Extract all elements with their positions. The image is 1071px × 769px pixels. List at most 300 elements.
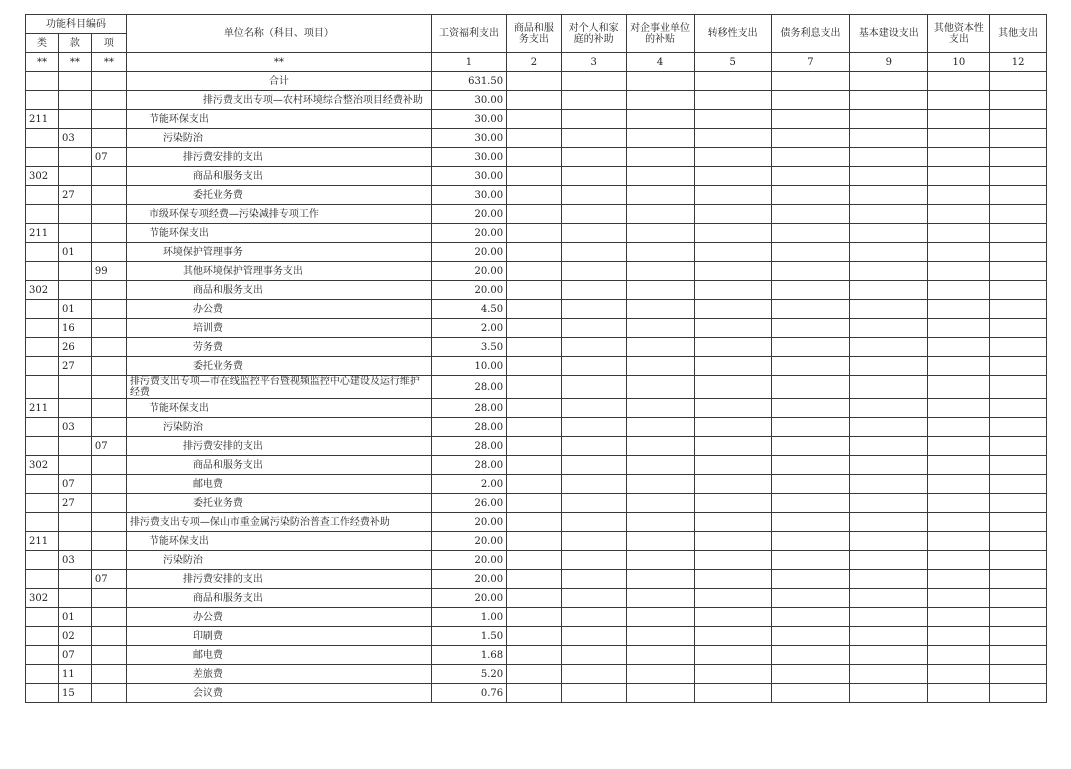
empty-cell bbox=[771, 399, 849, 418]
lei-cell: 211 bbox=[26, 399, 59, 418]
xiang-cell bbox=[91, 319, 126, 338]
name-cell: 排污费支出专项—农村环境综合整治项目经费补助 bbox=[126, 91, 431, 110]
name-cell: 劳务费 bbox=[126, 338, 431, 357]
empty-cell bbox=[928, 475, 990, 494]
budget-sheet bbox=[25, 14, 1047, 703]
empty-cell bbox=[561, 494, 626, 513]
empty-cell bbox=[928, 281, 990, 300]
value-cell: 20.00 bbox=[431, 551, 506, 570]
empty-cell bbox=[990, 456, 1047, 475]
empty-cell bbox=[771, 91, 849, 110]
kuan-cell bbox=[58, 570, 91, 589]
empty-cell bbox=[626, 72, 694, 91]
name-cell: 环境保护管理事务 bbox=[126, 243, 431, 262]
empty-cell bbox=[561, 262, 626, 281]
empty-cell bbox=[694, 376, 771, 399]
lei-cell: 302 bbox=[26, 456, 59, 475]
empty-cell bbox=[928, 418, 990, 437]
xiang-cell bbox=[91, 665, 126, 684]
xiang-cell bbox=[91, 357, 126, 376]
empty-cell bbox=[990, 608, 1047, 627]
empty-cell bbox=[694, 338, 771, 357]
lei-cell bbox=[26, 72, 59, 91]
empty-cell bbox=[507, 262, 562, 281]
kuan-cell bbox=[58, 224, 91, 243]
empty-cell bbox=[850, 224, 928, 243]
name-cell: 节能环保支出 bbox=[126, 532, 431, 551]
empty-cell bbox=[771, 437, 849, 456]
value-cell: 28.00 bbox=[431, 399, 506, 418]
empty-cell bbox=[928, 513, 990, 532]
empty-cell bbox=[850, 376, 928, 399]
empty-cell bbox=[561, 357, 626, 376]
empty-cell bbox=[771, 262, 849, 281]
empty-cell bbox=[507, 376, 562, 399]
empty-cell bbox=[771, 608, 849, 627]
empty-cell bbox=[507, 608, 562, 627]
empty-cell bbox=[771, 532, 849, 551]
table-row bbox=[26, 570, 1047, 589]
xiang-cell bbox=[91, 376, 126, 399]
empty-cell bbox=[507, 532, 562, 551]
table-row bbox=[26, 281, 1047, 300]
empty-cell bbox=[694, 437, 771, 456]
lei-cell: 211 bbox=[26, 110, 59, 129]
kuan-cell: 07 bbox=[58, 475, 91, 494]
name-cell: 合计 bbox=[126, 72, 431, 91]
xiang-cell bbox=[91, 627, 126, 646]
empty-cell bbox=[507, 399, 562, 418]
lei-cell: 211 bbox=[26, 532, 59, 551]
table-row bbox=[26, 418, 1047, 437]
empty-cell bbox=[990, 418, 1047, 437]
empty-cell bbox=[626, 551, 694, 570]
table-row bbox=[26, 532, 1047, 551]
empty-cell bbox=[507, 72, 562, 91]
empty-cell bbox=[850, 418, 928, 437]
name-cell: 污染防治 bbox=[126, 129, 431, 148]
empty-cell bbox=[771, 627, 849, 646]
kuan-cell bbox=[58, 532, 91, 551]
empty-cell bbox=[694, 357, 771, 376]
empty-cell bbox=[928, 494, 990, 513]
empty-cell bbox=[990, 262, 1047, 281]
table-row bbox=[26, 186, 1047, 205]
col-number: 4 bbox=[626, 53, 694, 72]
empty-cell bbox=[928, 205, 990, 224]
col-header: 对企事业单位的补贴 bbox=[626, 15, 694, 53]
lei-cell: 302 bbox=[26, 167, 59, 186]
empty-cell bbox=[928, 338, 990, 357]
name-cell: 商品和服务支出 bbox=[126, 281, 431, 300]
empty-cell bbox=[928, 110, 990, 129]
xiang-cell bbox=[91, 684, 126, 703]
empty-cell bbox=[561, 281, 626, 300]
value-cell: 1.50 bbox=[431, 627, 506, 646]
name-cell: 排污费安排的支出 bbox=[126, 570, 431, 589]
empty-cell bbox=[694, 494, 771, 513]
empty-cell bbox=[928, 129, 990, 148]
empty-cell bbox=[626, 513, 694, 532]
empty-cell bbox=[850, 589, 928, 608]
empty-cell bbox=[694, 589, 771, 608]
col-header: 基本建设支出 bbox=[850, 15, 928, 53]
table-row bbox=[26, 475, 1047, 494]
empty-cell bbox=[928, 627, 990, 646]
empty-cell bbox=[850, 646, 928, 665]
empty-cell bbox=[850, 437, 928, 456]
kuan-cell: 15 bbox=[58, 684, 91, 703]
table-row bbox=[26, 357, 1047, 376]
xiang-cell bbox=[91, 110, 126, 129]
kuan-cell: 01 bbox=[58, 608, 91, 627]
empty-cell bbox=[990, 91, 1047, 110]
empty-cell bbox=[626, 224, 694, 243]
empty-cell bbox=[507, 243, 562, 262]
empty-cell bbox=[771, 224, 849, 243]
empty-cell bbox=[507, 589, 562, 608]
lei-cell bbox=[26, 91, 59, 110]
empty-cell bbox=[928, 148, 990, 167]
empty-cell bbox=[626, 376, 694, 399]
empty-cell bbox=[990, 148, 1047, 167]
empty-cell bbox=[771, 357, 849, 376]
empty-cell bbox=[850, 262, 928, 281]
empty-cell bbox=[990, 532, 1047, 551]
value-cell: 2.00 bbox=[431, 475, 506, 494]
empty-cell bbox=[850, 551, 928, 570]
empty-cell bbox=[771, 186, 849, 205]
kuan-cell bbox=[58, 376, 91, 399]
empty-cell bbox=[561, 148, 626, 167]
empty-cell bbox=[561, 456, 626, 475]
table-row bbox=[26, 243, 1047, 262]
empty-cell bbox=[990, 665, 1047, 684]
empty-cell bbox=[626, 665, 694, 684]
expenditure-table bbox=[25, 14, 1047, 703]
empty-cell bbox=[507, 357, 562, 376]
name-cell: 节能环保支出 bbox=[126, 224, 431, 243]
empty-cell bbox=[990, 186, 1047, 205]
name-cell: 差旅费 bbox=[126, 665, 431, 684]
empty-cell bbox=[928, 167, 990, 186]
empty-cell bbox=[694, 418, 771, 437]
empty-cell bbox=[561, 437, 626, 456]
empty-cell bbox=[850, 72, 928, 91]
empty-cell bbox=[990, 376, 1047, 399]
kuan-cell bbox=[58, 72, 91, 91]
empty-cell bbox=[507, 167, 562, 186]
table-row bbox=[26, 205, 1047, 224]
kuan-cell bbox=[58, 399, 91, 418]
empty-cell bbox=[850, 665, 928, 684]
xiang-cell bbox=[91, 300, 126, 319]
value-cell: 20.00 bbox=[431, 243, 506, 262]
xiang-cell bbox=[91, 91, 126, 110]
empty-cell bbox=[990, 646, 1047, 665]
empty-cell bbox=[771, 281, 849, 300]
empty-cell bbox=[561, 224, 626, 243]
empty-cell bbox=[626, 148, 694, 167]
empty-cell bbox=[850, 319, 928, 338]
empty-cell bbox=[507, 224, 562, 243]
empty-cell bbox=[626, 627, 694, 646]
empty-cell bbox=[626, 110, 694, 129]
empty-cell bbox=[694, 262, 771, 281]
empty-cell bbox=[990, 224, 1047, 243]
empty-cell bbox=[850, 110, 928, 129]
name-cell: 商品和服务支出 bbox=[126, 167, 431, 186]
empty-cell bbox=[626, 205, 694, 224]
empty-cell bbox=[626, 186, 694, 205]
kuan-cell bbox=[58, 205, 91, 224]
empty-cell bbox=[928, 532, 990, 551]
xiang-cell bbox=[91, 399, 126, 418]
empty-cell bbox=[626, 570, 694, 589]
empty-cell bbox=[694, 91, 771, 110]
empty-cell bbox=[626, 399, 694, 418]
name-cell: 排污费支出专项—市在线监控平台暨视频监控中心建设及运行维护经费 bbox=[126, 376, 431, 399]
empty-cell bbox=[507, 551, 562, 570]
empty-cell bbox=[626, 437, 694, 456]
empty-cell bbox=[561, 91, 626, 110]
empty-cell bbox=[626, 494, 694, 513]
empty-cell bbox=[561, 338, 626, 357]
empty-cell bbox=[928, 262, 990, 281]
empty-cell bbox=[990, 72, 1047, 91]
xiang-cell: 07 bbox=[91, 148, 126, 167]
empty-cell bbox=[928, 357, 990, 376]
table-row bbox=[26, 684, 1047, 703]
kuan-cell bbox=[58, 589, 91, 608]
name-cell: 节能环保支出 bbox=[126, 399, 431, 418]
lei-cell bbox=[26, 684, 59, 703]
name-cell: 排污费安排的支出 bbox=[126, 148, 431, 167]
empty-cell bbox=[990, 513, 1047, 532]
empty-cell bbox=[561, 513, 626, 532]
star-cell: ** bbox=[91, 53, 126, 72]
xiang-cell: 07 bbox=[91, 570, 126, 589]
table-row bbox=[26, 338, 1047, 357]
empty-cell bbox=[561, 319, 626, 338]
value-cell: 631.50 bbox=[431, 72, 506, 91]
empty-cell bbox=[507, 91, 562, 110]
empty-cell bbox=[694, 532, 771, 551]
empty-cell bbox=[850, 205, 928, 224]
col-header: 转移性支出 bbox=[694, 15, 771, 53]
unit-name-header: 单位名称（科目、项目） bbox=[126, 15, 431, 53]
empty-cell bbox=[928, 665, 990, 684]
value-cell: 5.20 bbox=[431, 665, 506, 684]
kuan-cell: 03 bbox=[58, 551, 91, 570]
empty-cell bbox=[626, 589, 694, 608]
empty-cell bbox=[771, 167, 849, 186]
kuan-cell: 01 bbox=[58, 243, 91, 262]
empty-cell bbox=[928, 589, 990, 608]
xiang-cell bbox=[91, 608, 126, 627]
kuan-cell bbox=[58, 148, 91, 167]
empty-cell bbox=[850, 281, 928, 300]
table-body bbox=[26, 72, 1047, 703]
lei-cell bbox=[26, 418, 59, 437]
col-number: 7 bbox=[771, 53, 849, 72]
lei-cell: 211 bbox=[26, 224, 59, 243]
table-row bbox=[26, 224, 1047, 243]
empty-cell bbox=[561, 684, 626, 703]
kuan-cell: 26 bbox=[58, 338, 91, 357]
name-cell: 节能环保支出 bbox=[126, 110, 431, 129]
table-row bbox=[26, 129, 1047, 148]
xiang-cell bbox=[91, 532, 126, 551]
empty-cell bbox=[626, 475, 694, 494]
kuan-cell: 03 bbox=[58, 418, 91, 437]
kuan-cell: 02 bbox=[58, 627, 91, 646]
lei-cell bbox=[26, 262, 59, 281]
empty-cell bbox=[771, 513, 849, 532]
empty-cell bbox=[507, 437, 562, 456]
empty-cell bbox=[626, 167, 694, 186]
name-cell: 培训费 bbox=[126, 319, 431, 338]
xiang-header: 项 bbox=[91, 34, 126, 53]
table-row bbox=[26, 376, 1047, 399]
empty-cell bbox=[626, 456, 694, 475]
lei-cell bbox=[26, 319, 59, 338]
empty-cell bbox=[990, 110, 1047, 129]
name-cell: 委托业务费 bbox=[126, 357, 431, 376]
value-cell: 30.00 bbox=[431, 186, 506, 205]
col-number: 3 bbox=[561, 53, 626, 72]
empty-cell bbox=[507, 684, 562, 703]
xiang-cell bbox=[91, 167, 126, 186]
name-cell: 排污费安排的支出 bbox=[126, 437, 431, 456]
xiang-cell: 07 bbox=[91, 437, 126, 456]
header-row-1 bbox=[26, 15, 1047, 34]
table-row bbox=[26, 148, 1047, 167]
empty-cell bbox=[694, 665, 771, 684]
empty-cell bbox=[694, 513, 771, 532]
table-row bbox=[26, 627, 1047, 646]
col-number: 12 bbox=[990, 53, 1047, 72]
empty-cell bbox=[990, 570, 1047, 589]
col-number: 1 bbox=[431, 53, 506, 72]
empty-cell bbox=[771, 319, 849, 338]
kuan-cell: 27 bbox=[58, 186, 91, 205]
kuan-cell bbox=[58, 262, 91, 281]
empty-cell bbox=[928, 243, 990, 262]
empty-cell bbox=[990, 205, 1047, 224]
col-number: 10 bbox=[928, 53, 990, 72]
empty-cell bbox=[507, 129, 562, 148]
empty-cell bbox=[771, 148, 849, 167]
empty-cell bbox=[990, 627, 1047, 646]
empty-cell bbox=[990, 319, 1047, 338]
empty-cell bbox=[850, 570, 928, 589]
lei-cell bbox=[26, 148, 59, 167]
table-row bbox=[26, 437, 1047, 456]
empty-cell bbox=[990, 399, 1047, 418]
value-cell: 20.00 bbox=[431, 513, 506, 532]
value-cell: 20.00 bbox=[431, 224, 506, 243]
lei-cell bbox=[26, 570, 59, 589]
table-row bbox=[26, 91, 1047, 110]
lei-cell bbox=[26, 551, 59, 570]
kuan-cell bbox=[58, 110, 91, 129]
empty-cell bbox=[561, 589, 626, 608]
empty-cell bbox=[928, 224, 990, 243]
empty-cell bbox=[928, 570, 990, 589]
table-row bbox=[26, 300, 1047, 319]
empty-cell bbox=[850, 399, 928, 418]
table-row bbox=[26, 262, 1047, 281]
table-row bbox=[26, 72, 1047, 91]
xiang-cell bbox=[91, 475, 126, 494]
empty-cell bbox=[626, 300, 694, 319]
value-cell: 20.00 bbox=[431, 281, 506, 300]
empty-cell bbox=[771, 589, 849, 608]
empty-cell bbox=[850, 627, 928, 646]
kuan-cell bbox=[58, 437, 91, 456]
value-cell: 10.00 bbox=[431, 357, 506, 376]
empty-cell bbox=[694, 319, 771, 338]
empty-cell bbox=[928, 437, 990, 456]
empty-cell bbox=[694, 551, 771, 570]
xiang-cell bbox=[91, 205, 126, 224]
empty-cell bbox=[928, 376, 990, 399]
value-cell: 28.00 bbox=[431, 456, 506, 475]
empty-cell bbox=[561, 418, 626, 437]
name-cell: 印刷费 bbox=[126, 627, 431, 646]
empty-cell bbox=[850, 684, 928, 703]
empty-cell bbox=[694, 129, 771, 148]
kuan-cell: 11 bbox=[58, 665, 91, 684]
value-cell: 20.00 bbox=[431, 570, 506, 589]
empty-cell bbox=[694, 456, 771, 475]
empty-cell bbox=[850, 513, 928, 532]
empty-cell bbox=[928, 608, 990, 627]
empty-cell bbox=[561, 532, 626, 551]
star-cell: ** bbox=[58, 53, 91, 72]
empty-cell bbox=[507, 456, 562, 475]
empty-cell bbox=[507, 494, 562, 513]
empty-cell bbox=[850, 357, 928, 376]
empty-cell bbox=[561, 129, 626, 148]
empty-cell bbox=[850, 167, 928, 186]
empty-cell bbox=[626, 418, 694, 437]
empty-cell bbox=[561, 72, 626, 91]
empty-cell bbox=[507, 338, 562, 357]
header-row-3 bbox=[26, 53, 1047, 72]
empty-cell bbox=[990, 167, 1047, 186]
empty-cell bbox=[928, 399, 990, 418]
value-cell: 20.00 bbox=[431, 589, 506, 608]
empty-cell bbox=[990, 589, 1047, 608]
xiang-cell bbox=[91, 418, 126, 437]
lei-cell bbox=[26, 513, 59, 532]
empty-cell bbox=[771, 338, 849, 357]
table-row bbox=[26, 319, 1047, 338]
empty-cell bbox=[561, 665, 626, 684]
empty-cell bbox=[928, 72, 990, 91]
table-row bbox=[26, 399, 1047, 418]
empty-cell bbox=[507, 418, 562, 437]
col-header: 对个人和家庭的补助 bbox=[561, 15, 626, 53]
empty-cell bbox=[850, 494, 928, 513]
empty-cell bbox=[626, 338, 694, 357]
kuan-cell bbox=[58, 91, 91, 110]
empty-cell bbox=[850, 608, 928, 627]
empty-cell bbox=[694, 148, 771, 167]
value-cell: 30.00 bbox=[431, 148, 506, 167]
